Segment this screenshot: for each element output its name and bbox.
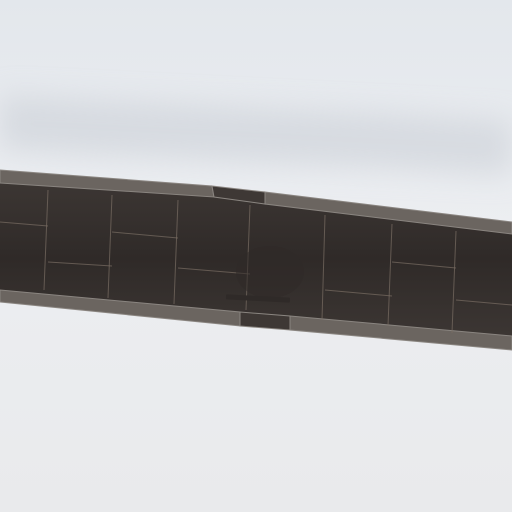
beam-dark-patch (236, 246, 304, 298)
